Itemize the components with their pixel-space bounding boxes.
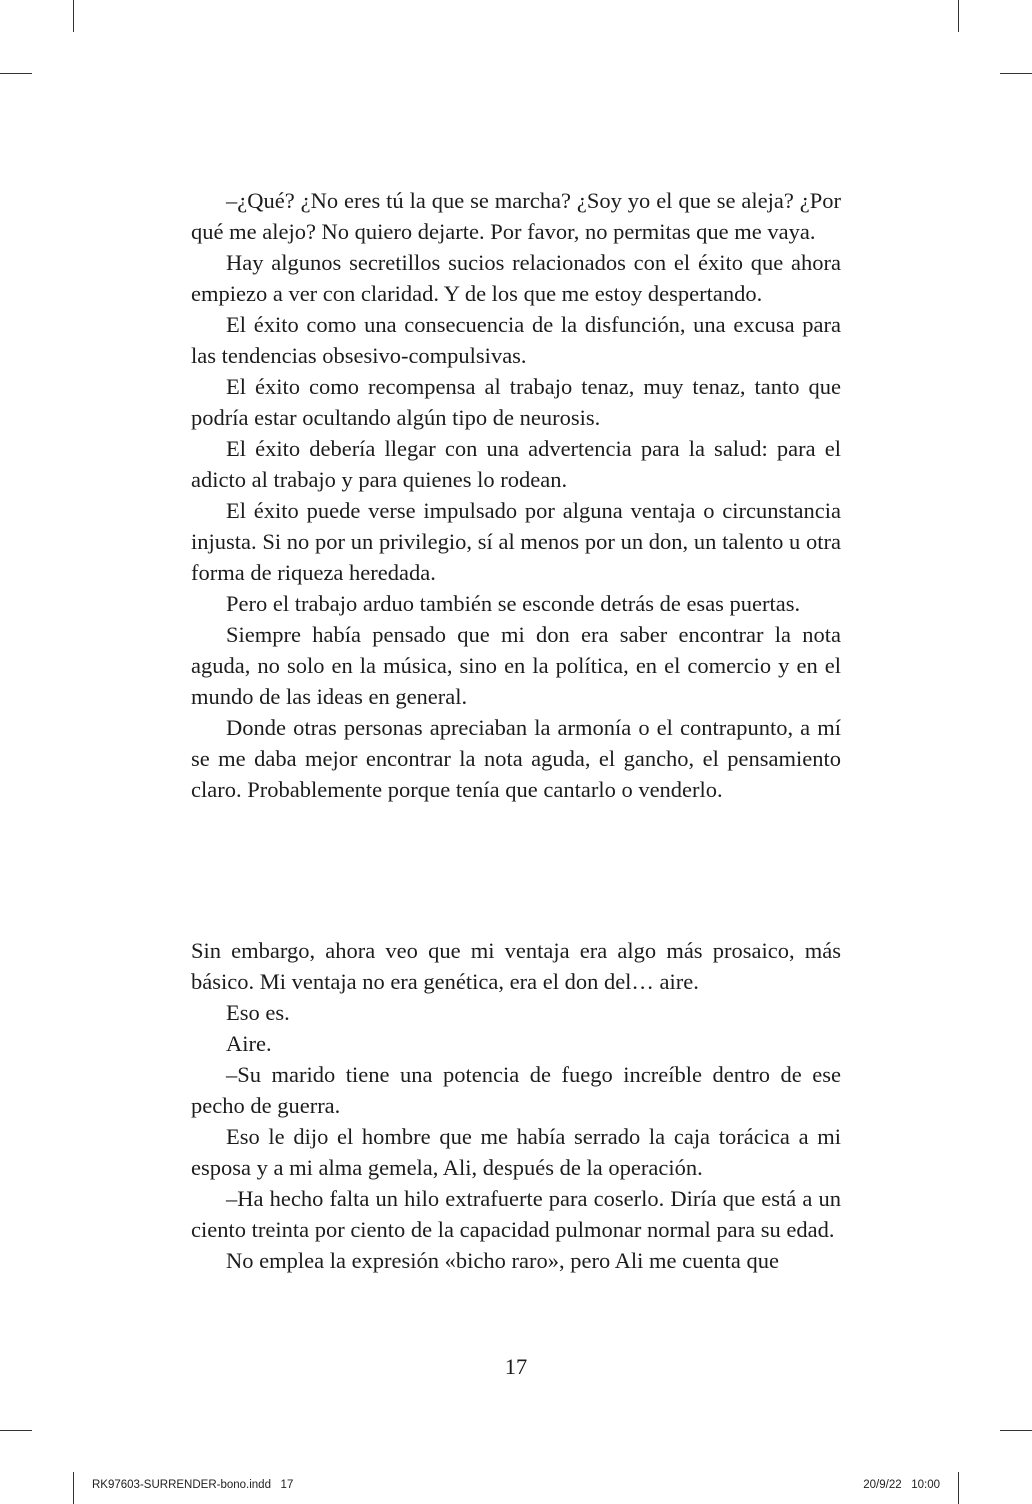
paragraph: –Ha hecho falta un hilo extrafuerte para coserlo. Diría que está a un ciento treinta por ciento de la capacidad pulmonar normal para su edad.: [191, 1186, 841, 1242]
paragraph: Hay algunos secretillos sucios relacionados con el éxito que ahora empiezo a ver con claridad. Y de los que me estoy despertando.: [191, 250, 841, 306]
paragraph: Aire.: [226, 1031, 272, 1056]
paragraph: –¿Qué? ¿No eres tú la que se marcha? ¿Soy yo el que se aleja? ¿Por qué me alejo? No quiero dejarte. Por favor, no permitas que me vaya.: [191, 188, 841, 244]
paragraph: Eso es.: [226, 1000, 290, 1025]
paragraph: El éxito como recompensa al trabajo tenaz, muy tenaz, tanto que podría estar ocultando algún tipo de neurosis.: [191, 374, 841, 430]
crop-mark: [0, 1430, 32, 1431]
crop-mark: [0, 73, 32, 74]
crop-mark: [73, 0, 74, 32]
paragraph: Pero el trabajo arduo también se esconde detrás de esas puertas.: [226, 591, 801, 616]
crop-mark: [73, 1472, 74, 1504]
crop-mark: [958, 1472, 959, 1504]
paragraph: –Su marido tiene una potencia de fuego increíble dentro de ese pecho de guerra.: [191, 1062, 841, 1118]
paragraph: Donde otras personas apreciaban la armonía o el contrapunto, a mí se me daba mejor encontrar la nota aguda, el gancho, el pensamiento claro. Probablemente porque tenía que cantarlo o venderlo.: [191, 715, 841, 802]
slug-datetime: 20/9/22 10:00: [863, 1479, 940, 1491]
page-number: 17: [504, 1354, 528, 1379]
paragraph: No emplea la expresión «bicho raro», pero Ali me cuenta que: [226, 1248, 779, 1273]
paragraph: Siempre había pensado que mi don era saber encontrar la nota aguda, no solo en la música, sino en la política, en el comercio y en el mundo de las ideas en general.: [191, 622, 841, 709]
crop-mark: [1000, 73, 1032, 74]
slug-file-info: RK97603-SURRENDER-bono.indd 17: [92, 1479, 294, 1491]
crop-mark: [958, 0, 959, 32]
paragraph: El éxito puede verse impulsado por alguna ventaja o circunstancia injusta. Si no por un privilegio, sí al menos por un don, un talento u otra forma de riqueza heredada.: [191, 498, 841, 585]
body-text-block: [191, 935, 841, 1276]
body-text-block: [191, 185, 841, 805]
paragraph: El éxito debería llegar con una advertencia para la salud: para el adicto al trabajo y para quienes lo rodean.: [191, 436, 841, 492]
crop-mark: [1000, 1430, 1032, 1431]
paragraph: Eso le dijo el hombre que me había serrado la caja torácica a mi esposa y a mi alma gemela, Ali, después de la operación.: [191, 1124, 841, 1180]
paragraph: Sin embargo, ahora veo que mi ventaja era algo más prosaico, más básico. Mi ventaja no era genética, era el don del… aire.: [191, 938, 841, 994]
paragraph: El éxito como una consecuencia de la disfunción, una excusa para las tendencias obsesivo-compulsivas.: [191, 312, 841, 368]
